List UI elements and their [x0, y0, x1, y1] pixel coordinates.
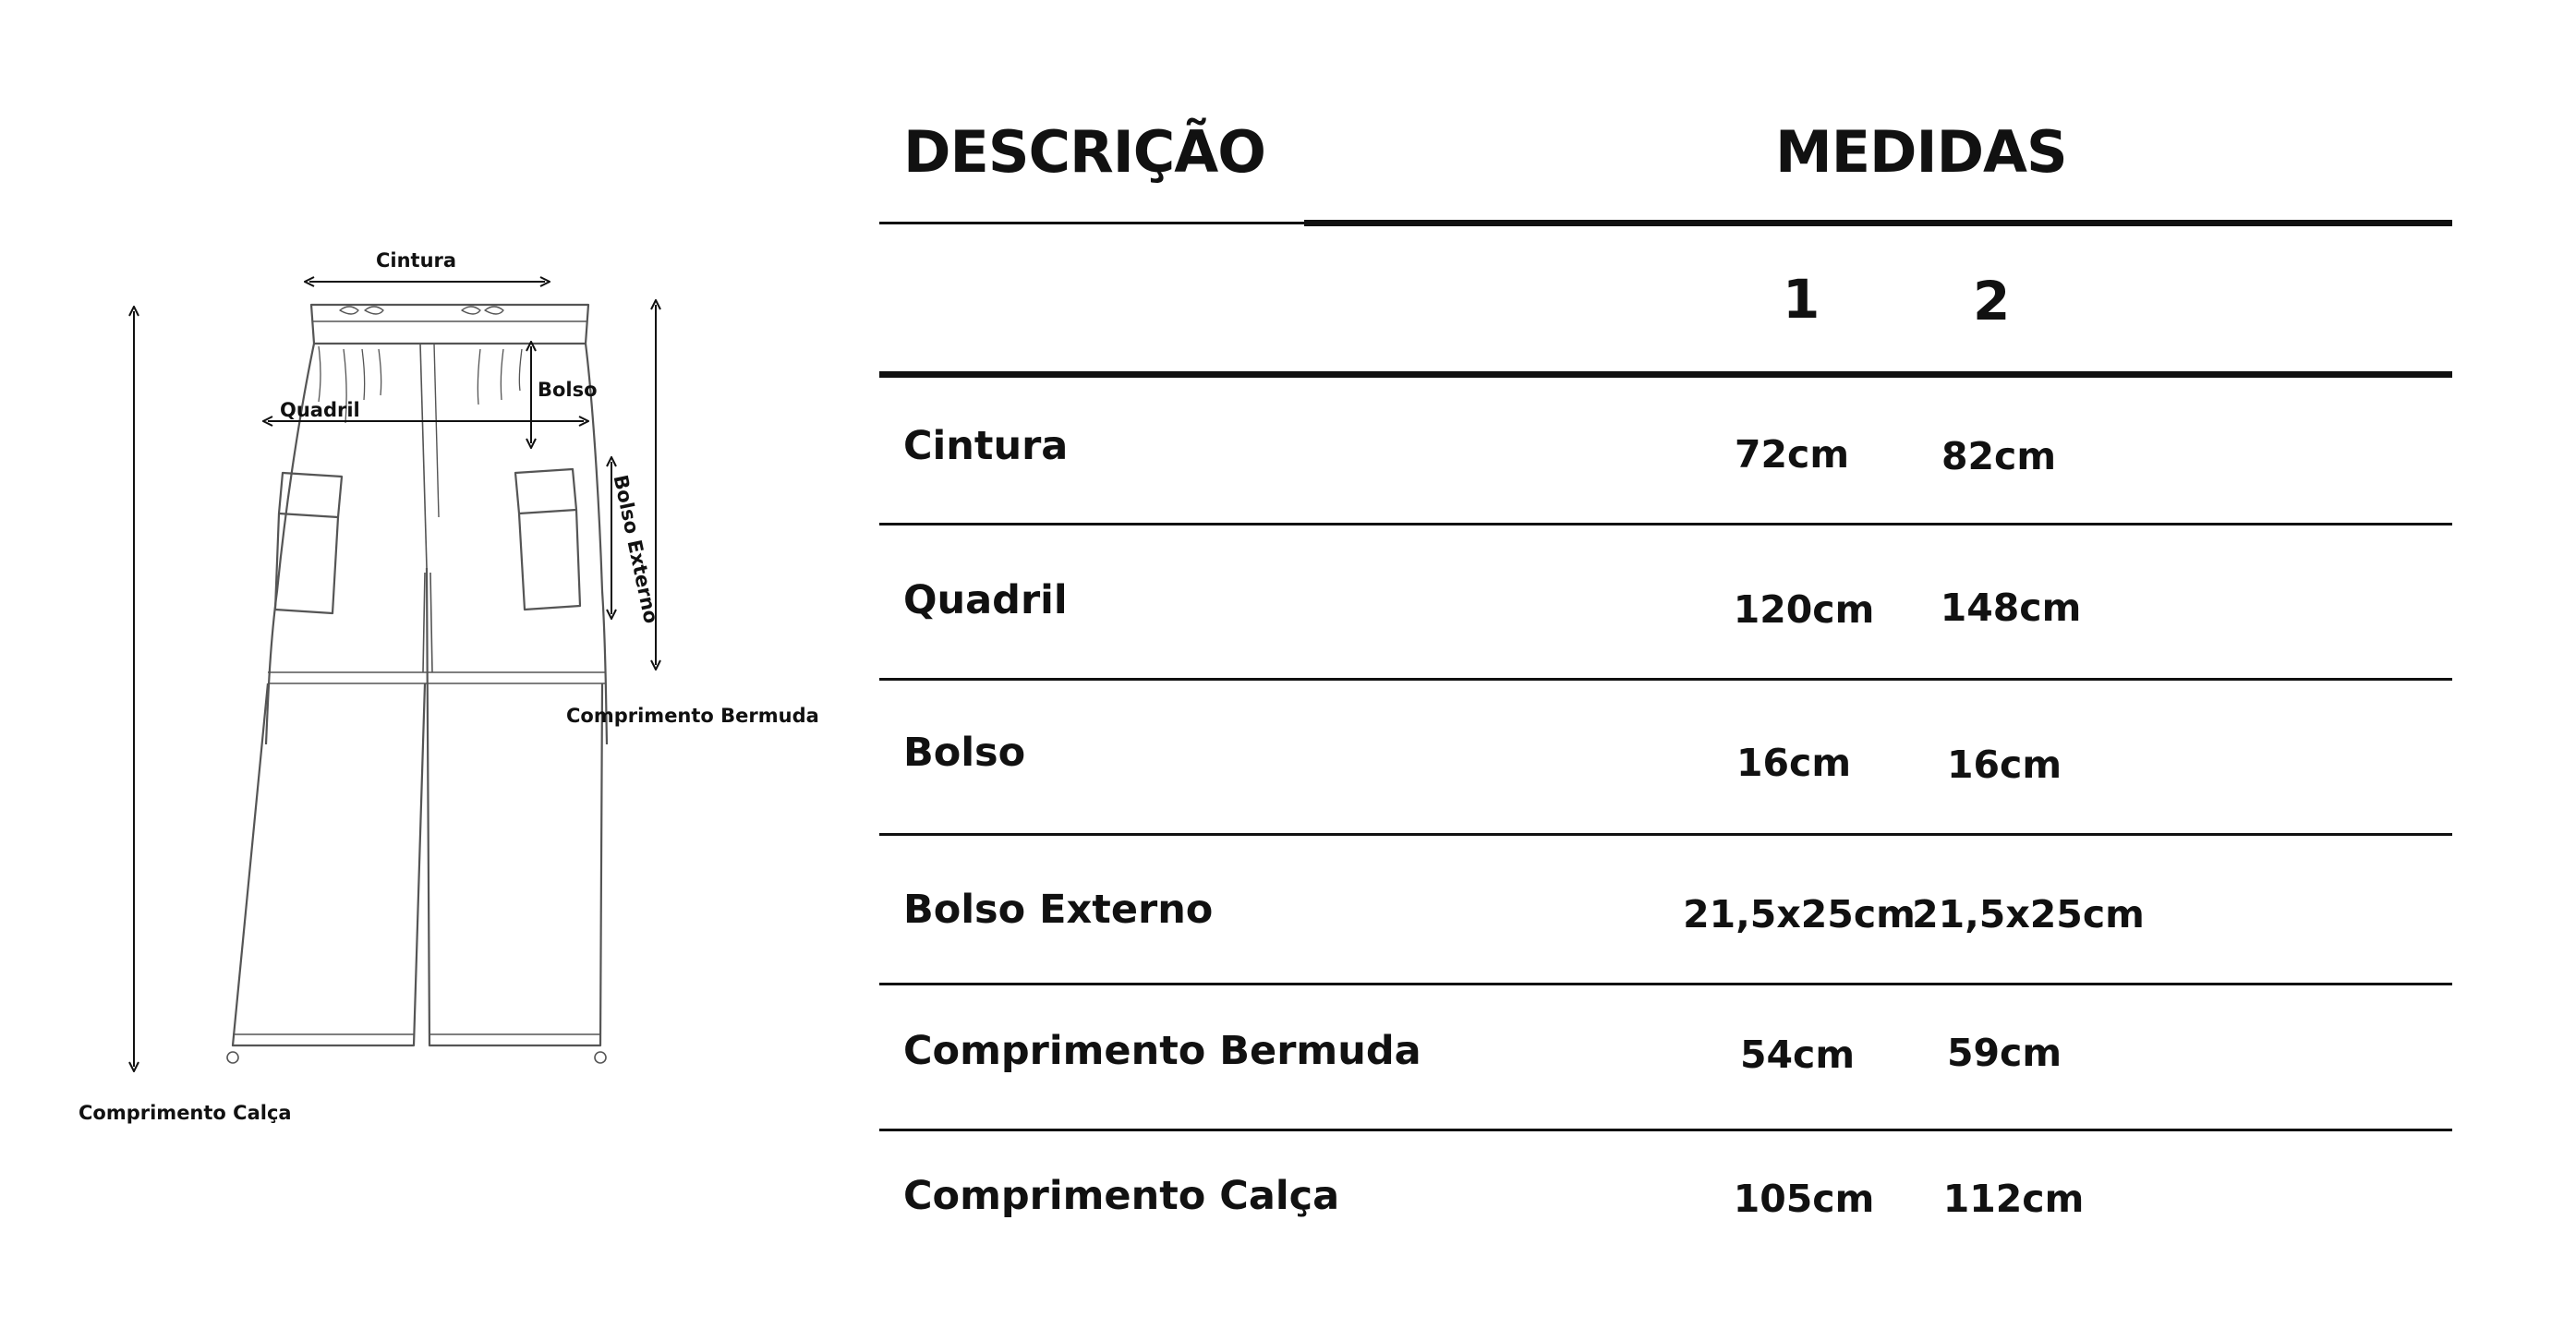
cell-comprimento-bermuda-size-2: 59cm	[1946, 1031, 2062, 1075]
cell-comprimento-bermuda-size-1: 54cm	[1739, 1033, 1856, 1077]
bolso-label: Bolso	[538, 379, 598, 401]
bolso-externo-label: Bolso Externo	[609, 473, 663, 626]
cintura-label: Cintura	[376, 249, 457, 272]
sizes-rule	[879, 371, 2452, 378]
row-label-quadril: Quadril	[903, 577, 1068, 623]
header-rule-thick	[1304, 220, 2452, 226]
cell-cintura-size-2: 82cm	[1941, 434, 2057, 478]
row-label-bolso: Bolso	[903, 730, 1026, 776]
header-descricao: DESCRIÇÃO	[903, 118, 1265, 186]
pants-measurement-diagram	[0, 0, 831, 1341]
cell-comprimento-calca-size-1: 105cm	[1733, 1177, 1875, 1221]
row-label-bolso-externo: Bolso Externo	[903, 887, 1214, 933]
cell-quadril-size-2: 148cm	[1940, 586, 2082, 630]
size-1-header: 1	[1783, 268, 1820, 331]
row-divider	[879, 833, 2452, 836]
comprimento-bermuda-label: Comprimento Bermuda	[566, 705, 819, 727]
header-rule-thin	[879, 222, 1306, 224]
row-divider	[879, 678, 2452, 681]
cell-bolso-externo-size-2: 21,5x25cm	[1912, 892, 2145, 936]
cell-comprimento-calca-size-2: 112cm	[1942, 1177, 2085, 1221]
size-2-header: 2	[1973, 270, 2011, 332]
comprimento-calca-label: Comprimento Calça	[79, 1102, 292, 1124]
quadril-label: Quadril	[280, 399, 360, 421]
cell-quadril-size-1: 120cm	[1733, 587, 1875, 632]
row-divider	[879, 523, 2452, 526]
row-label-comprimento-calca: Comprimento Calça	[903, 1173, 1340, 1219]
row-divider	[879, 1129, 2452, 1131]
row-label-comprimento-bermuda: Comprimento Bermuda	[903, 1028, 1421, 1074]
header-medidas: MEDIDAS	[1775, 118, 2067, 186]
row-divider	[879, 983, 2452, 985]
cell-cintura-size-1: 72cm	[1734, 432, 1850, 477]
cell-bolso-size-2: 16cm	[1946, 743, 2062, 787]
cell-bolso-size-1: 16cm	[1735, 741, 1852, 785]
cell-bolso-externo-size-1: 21,5x25cm	[1683, 892, 1916, 936]
row-label-cintura: Cintura	[903, 423, 1069, 469]
pants-drawing	[0, 0, 831, 1341]
